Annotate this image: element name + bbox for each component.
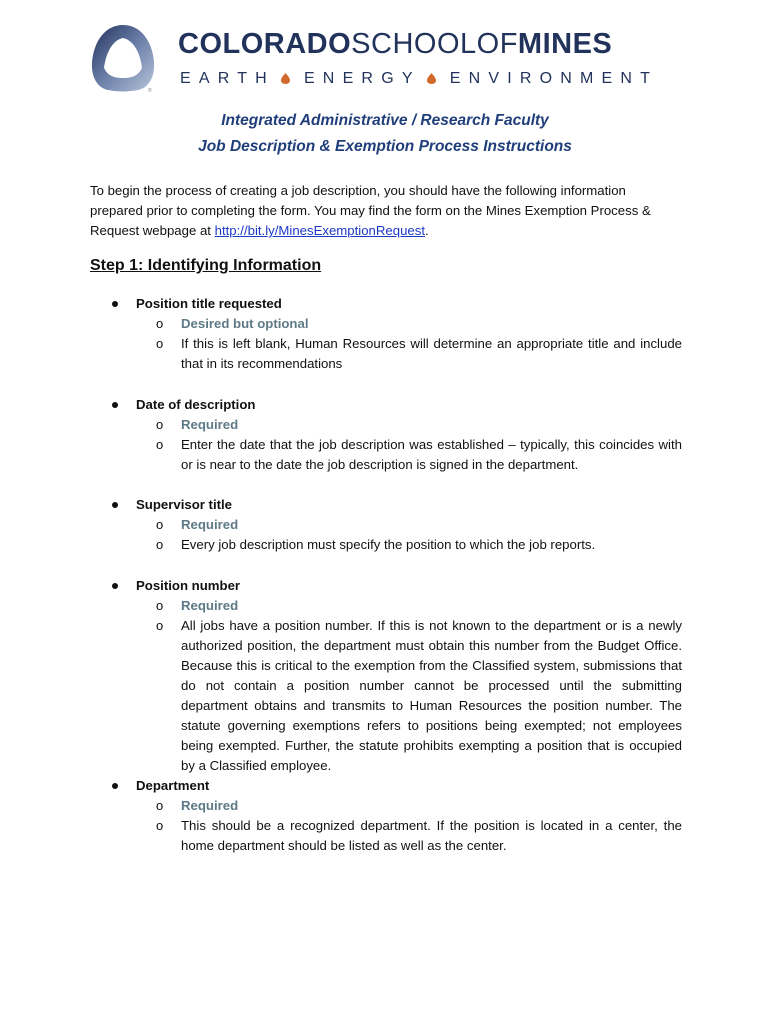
bullet-icon xyxy=(112,502,118,508)
field-status: Required xyxy=(181,517,239,532)
step-1-heading: Step 1: Identifying Information xyxy=(90,257,322,274)
field-name: Position number xyxy=(136,578,241,593)
brand-part-mines: MINES xyxy=(517,28,613,60)
field-heading xyxy=(90,395,682,415)
bullet-icon xyxy=(112,583,118,589)
sub-bullet-icon: o xyxy=(156,437,164,452)
exemption-request-link[interactable]: http://bit.ly/MinesExemptionRequest xyxy=(214,223,426,238)
institution-name xyxy=(178,30,612,59)
field-name: Supervisor title xyxy=(136,497,233,512)
flame-icon xyxy=(281,73,290,84)
field-name: Position title requested xyxy=(136,296,282,311)
sub-bullet-icon: o xyxy=(156,618,164,633)
field-status: Desired but optional xyxy=(181,316,309,331)
tagline-word: EARTH xyxy=(180,70,275,87)
intro-text: To begin the process of creating a job description, you should have the following information prepared prior to completing the form. You may find the form on the Mines Exemption Process & Request webpage at xyxy=(90,183,651,238)
bullet-icon xyxy=(112,402,118,408)
sub-bullet-icon: o xyxy=(156,798,164,813)
field-description-line xyxy=(90,616,682,776)
field-status-line xyxy=(90,415,682,435)
field-status-line xyxy=(90,796,682,816)
field-status: Required xyxy=(181,417,239,432)
field-description-line xyxy=(90,816,682,856)
field-status-line xyxy=(90,596,682,616)
letterhead xyxy=(86,22,686,102)
field-item xyxy=(90,395,682,475)
field-item xyxy=(90,294,682,374)
field-heading xyxy=(90,776,682,796)
field-description-line xyxy=(90,334,682,374)
sub-bullet-icon: o xyxy=(156,537,164,552)
intro-paragraph xyxy=(90,181,682,241)
mines-logo-icon xyxy=(88,22,158,94)
field-description: All jobs have a position number. If this is not known to the department or is a newly authorized position, the department must obtain this number from the Budget Office. Because this is critical to the exemption from the Classified system, submissions that do not contain a position number cannot be processed until the submitting department obtains and transmits to Human Resources the position number. The statute governing exemptions refers to positions being exempted; not employees being exempted. Further, the statute prohibits exempting a position that is occupied by a Classified employee. xyxy=(181,618,682,773)
field-heading xyxy=(90,294,682,314)
institution-tagline xyxy=(180,70,658,88)
sub-bullet-icon: o xyxy=(156,598,164,613)
field-description-line xyxy=(90,535,682,555)
tagline-word: ENVIRONMENT xyxy=(449,70,659,87)
field-status: Required xyxy=(181,598,239,613)
field-name: Date of description xyxy=(136,397,256,412)
field-status-line xyxy=(90,314,682,334)
field-description: If this is left blank, Human Resources will determine an appropriate title and include that in its recommendations xyxy=(181,336,682,371)
intro-end: . xyxy=(425,223,429,238)
brand-part-schoolof: SCHOOLOF xyxy=(351,28,518,60)
sub-bullet-icon: o xyxy=(156,336,164,351)
document-title-line-2: Job Description & Exemption Process Instructions xyxy=(198,138,572,155)
field-description-line xyxy=(90,435,682,475)
tagline-word: ENERGY xyxy=(303,70,421,87)
field-heading xyxy=(90,495,682,515)
field-description: Enter the date that the job description was established – typically, this coincides with or is near to the date the job description is signed in the department. xyxy=(181,437,682,472)
field-item xyxy=(90,776,682,856)
field-description: This should be a recognized department. If the position is located in a center, the home department should be listed as well as the center. xyxy=(181,818,682,853)
flame-icon xyxy=(427,73,436,84)
document-title-line-1: Integrated Administrative / Research Faculty xyxy=(221,112,549,129)
bullet-icon xyxy=(112,301,118,307)
field-name: Department xyxy=(136,778,210,793)
bullet-icon xyxy=(112,783,118,789)
field-heading xyxy=(90,576,682,596)
sub-bullet-icon: o xyxy=(156,818,164,833)
field-status-line xyxy=(90,515,682,535)
field-description: Every job description must specify the position to which the job reports. xyxy=(181,537,596,552)
field-item xyxy=(90,576,682,776)
sub-bullet-icon: o xyxy=(156,417,164,432)
brand-part-colorado: COLORADO xyxy=(178,28,352,60)
sub-bullet-icon: o xyxy=(156,517,164,532)
trademark-symbol: ® xyxy=(148,88,152,94)
field-item xyxy=(90,495,682,555)
field-status: Required xyxy=(181,798,239,813)
sub-bullet-icon: o xyxy=(156,316,164,331)
